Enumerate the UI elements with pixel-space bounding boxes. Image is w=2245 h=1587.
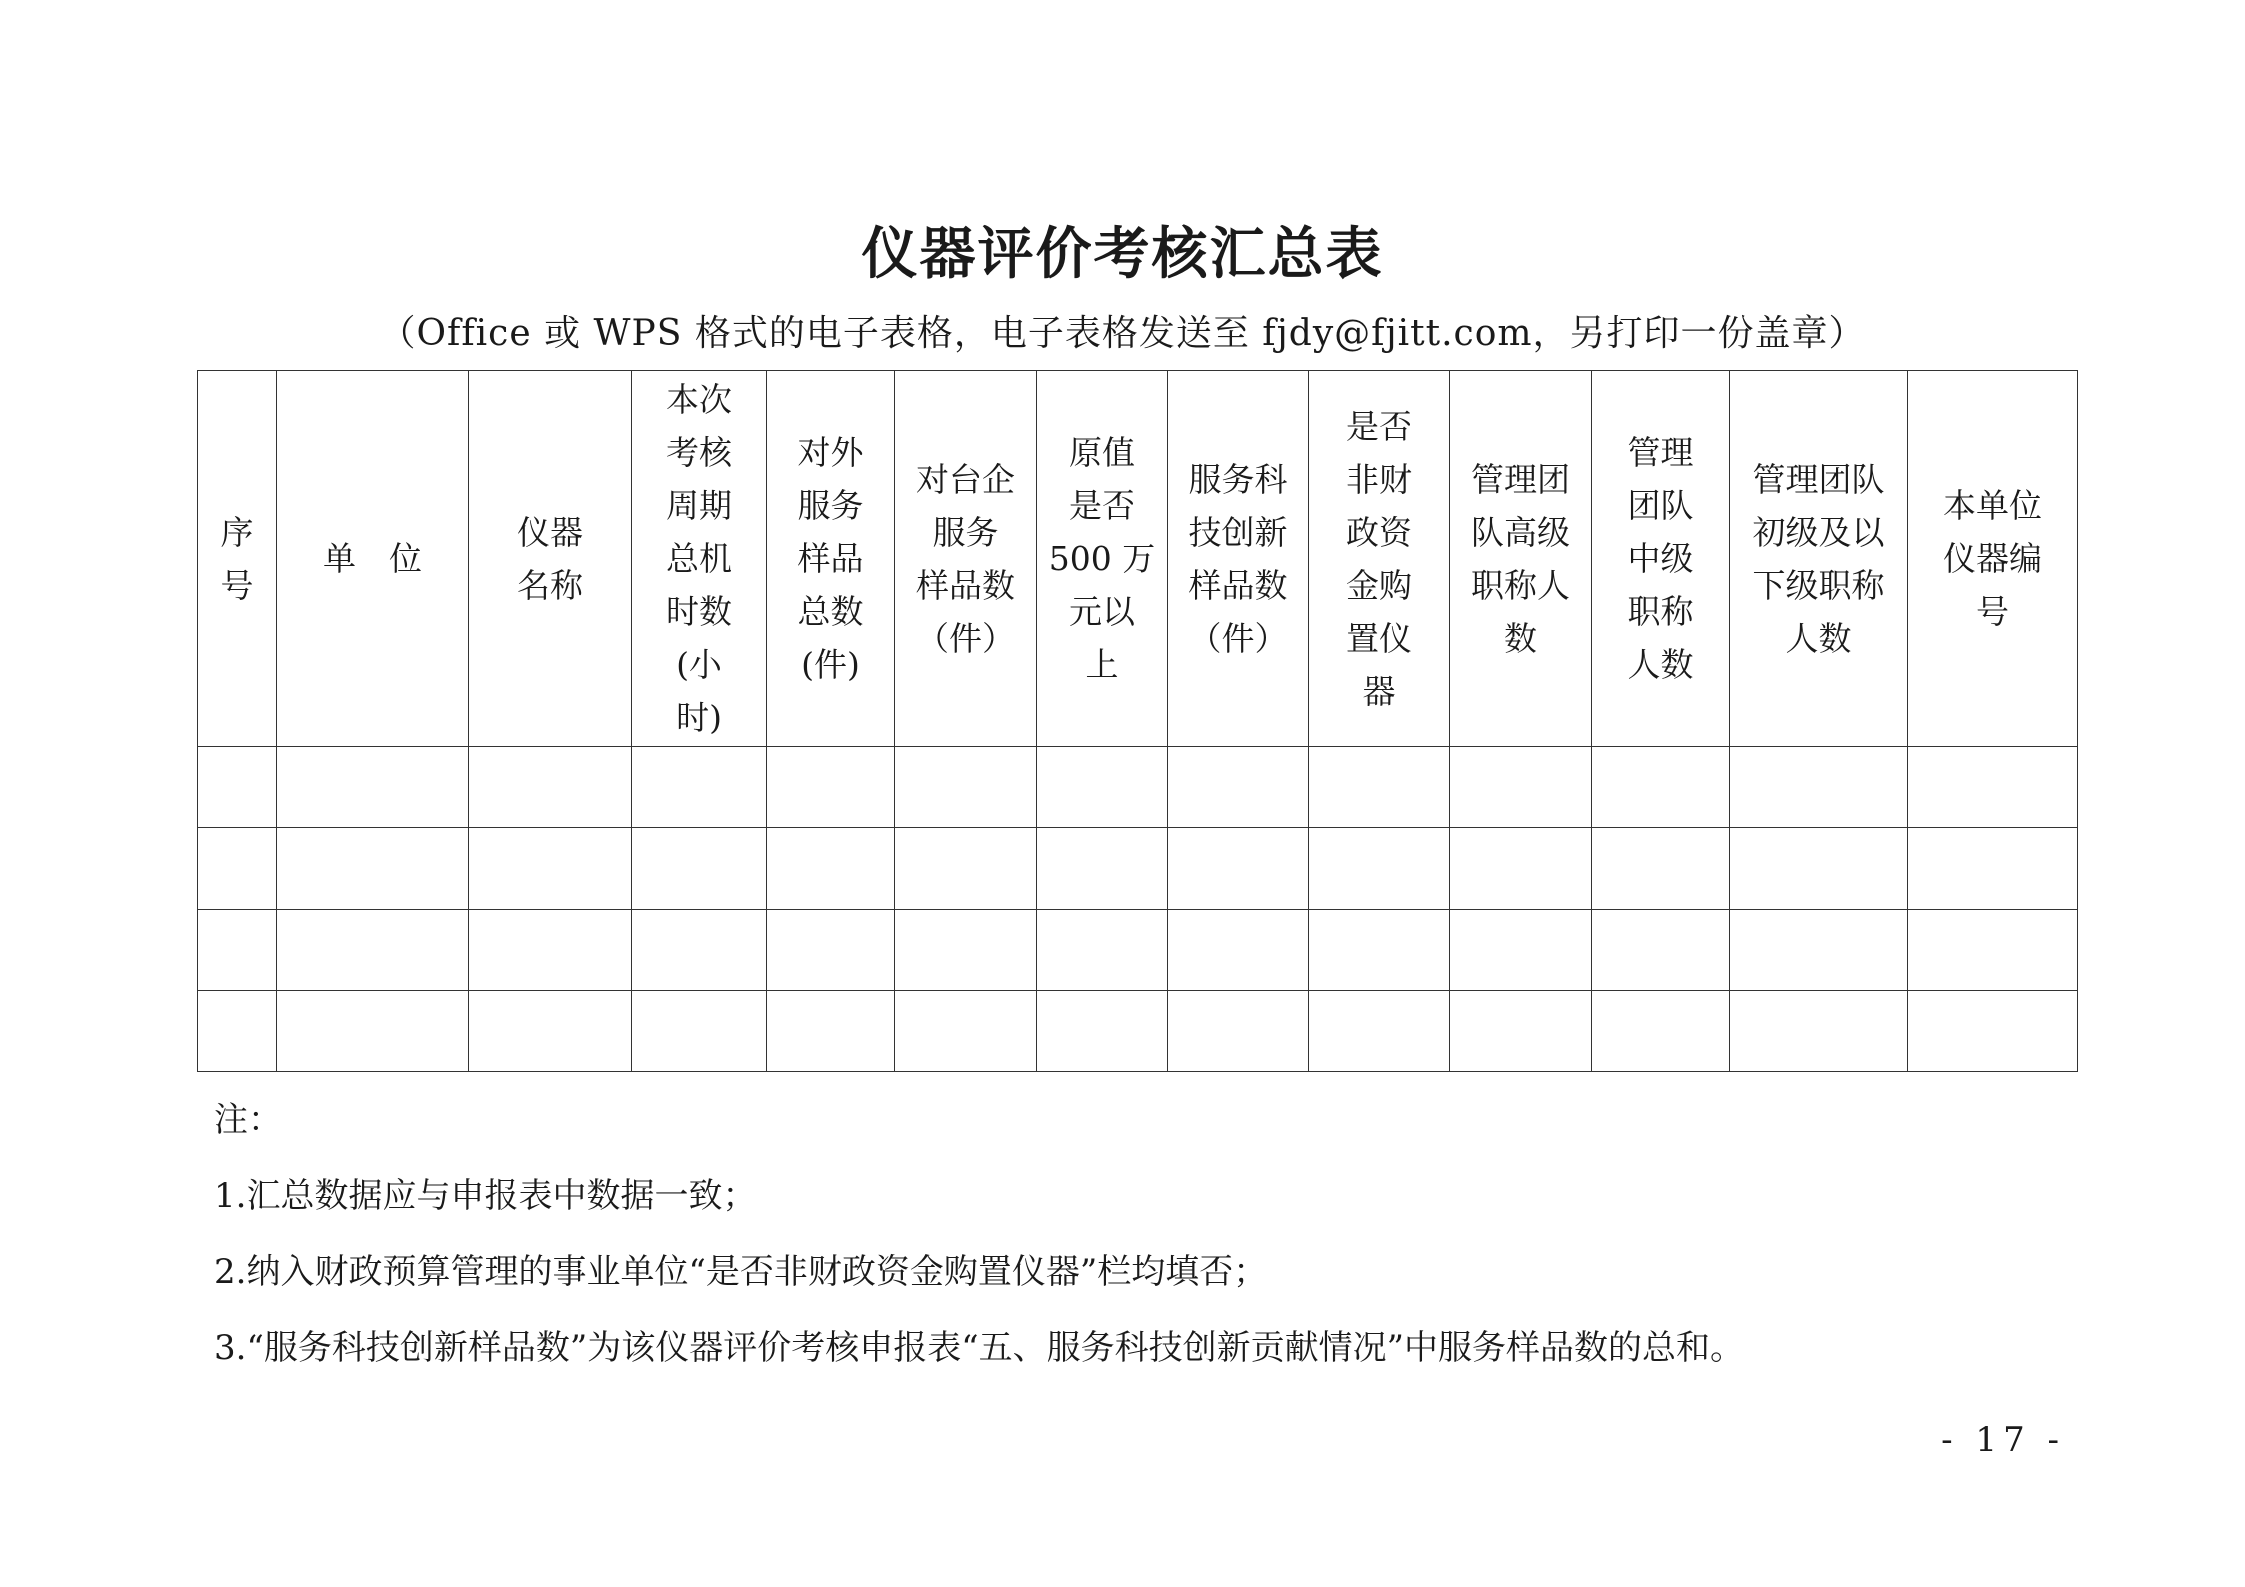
table-cell[interactable] (1450, 828, 1592, 909)
table-cell[interactable] (1168, 909, 1309, 990)
table-cell[interactable] (198, 990, 277, 1071)
table-cell[interactable] (895, 990, 1037, 1071)
table-cell[interactable] (1450, 909, 1592, 990)
page-number: - 17 - (1941, 1420, 2065, 1460)
table-cell[interactable] (469, 828, 632, 909)
col-header: 本单位 仪器编 号 (1908, 371, 2078, 747)
col-header: 对外 服务 样品 总数 (件) (767, 371, 895, 747)
table-cell[interactable] (1730, 990, 1908, 1071)
table-cell[interactable] (767, 828, 895, 909)
table-cell[interactable] (1309, 747, 1450, 828)
table-cell[interactable] (198, 828, 277, 909)
table-cell[interactable] (632, 909, 767, 990)
note-item: 3.“服务科技创新样品数”为该仪器评价考核申报表“五、服务科技创新贡献情况”中服务样品数的总和。 (214, 1328, 1744, 1368)
table-cell[interactable] (198, 909, 277, 990)
table-cell[interactable] (767, 909, 895, 990)
table-cell[interactable] (1730, 909, 1908, 990)
table-cell[interactable] (1450, 990, 1592, 1071)
table-cell[interactable] (198, 747, 277, 828)
table-row (198, 747, 2078, 828)
table-header-row (198, 371, 2078, 747)
table-cell[interactable] (1037, 990, 1168, 1071)
table-row (198, 990, 2078, 1071)
table-cell[interactable] (1730, 828, 1908, 909)
table-cell[interactable] (1908, 909, 2078, 990)
table-cell[interactable] (1309, 909, 1450, 990)
notes-heading: 注： (214, 1100, 282, 1140)
summary-table (197, 370, 2078, 1072)
table-row (198, 909, 2078, 990)
col-header: 是否 非财 政资 金购 置仪 器 (1309, 371, 1450, 747)
table-cell[interactable] (277, 990, 469, 1071)
table-cell[interactable] (1592, 909, 1730, 990)
table-cell[interactable] (1908, 828, 2078, 909)
col-header: 单 位 (277, 371, 469, 747)
table-cell[interactable] (1908, 747, 2078, 828)
table-cell[interactable] (1592, 747, 1730, 828)
table-cell[interactable] (895, 747, 1037, 828)
col-header: 原值 是否 500 万 元以 上 (1037, 371, 1168, 747)
table-cell[interactable] (277, 747, 469, 828)
table-cell[interactable] (1592, 828, 1730, 909)
table-cell[interactable] (767, 990, 895, 1071)
table-cell[interactable] (1037, 747, 1168, 828)
table-cell[interactable] (1168, 828, 1309, 909)
page-subtitle: （Office 或 WPS 格式的电子表格，电子表格发送至 fjdy@fjitt.com，另打印一份盖章） (379, 313, 1866, 354)
table-cell[interactable] (632, 990, 767, 1071)
table-cell[interactable] (632, 747, 767, 828)
table-cell[interactable] (469, 990, 632, 1071)
table-cell[interactable] (1908, 990, 2078, 1071)
table-cell[interactable] (895, 909, 1037, 990)
table-cell[interactable] (1037, 909, 1168, 990)
table-cell[interactable] (277, 909, 469, 990)
table-cell[interactable] (469, 909, 632, 990)
col-header: 服务科 技创新 样品数 （件） (1168, 371, 1309, 747)
table-cell[interactable] (1309, 828, 1450, 909)
table-cell[interactable] (277, 828, 469, 909)
col-header: 仪器 名称 (469, 371, 632, 747)
note-item: 1.汇总数据应与申报表中数据一致； (214, 1176, 757, 1216)
table-cell[interactable] (1730, 747, 1908, 828)
table-cell[interactable] (895, 828, 1037, 909)
note-item: 2.纳入财政预算管理的事业单位“是否非财政资金购置仪器”栏均填否； (214, 1252, 1268, 1292)
col-header: 管理团 队高级 职称人 数 (1450, 371, 1592, 747)
table-cell[interactable] (1168, 990, 1309, 1071)
col-header: 序 号 (198, 371, 277, 747)
table-cell[interactable] (1592, 990, 1730, 1071)
table-cell[interactable] (469, 747, 632, 828)
table-row (198, 828, 2078, 909)
col-header: 管理 团队 中级 职称 人数 (1592, 371, 1730, 747)
notes-section (214, 1082, 1744, 1386)
table-cell[interactable] (1309, 990, 1450, 1071)
col-header: 对台企 服务 样品数 （件） (895, 371, 1037, 747)
table-cell[interactable] (767, 747, 895, 828)
col-header: 本次 考核 周期 总机 时数 (小 时) (632, 371, 767, 747)
table-cell[interactable] (632, 828, 767, 909)
table-cell[interactable] (1450, 747, 1592, 828)
page-title: 仪器评价考核汇总表 (861, 222, 1384, 287)
table-cell[interactable] (1168, 747, 1309, 828)
col-header: 管理团队 初级及以 下级职称 人数 (1730, 371, 1908, 747)
table-cell[interactable] (1037, 828, 1168, 909)
